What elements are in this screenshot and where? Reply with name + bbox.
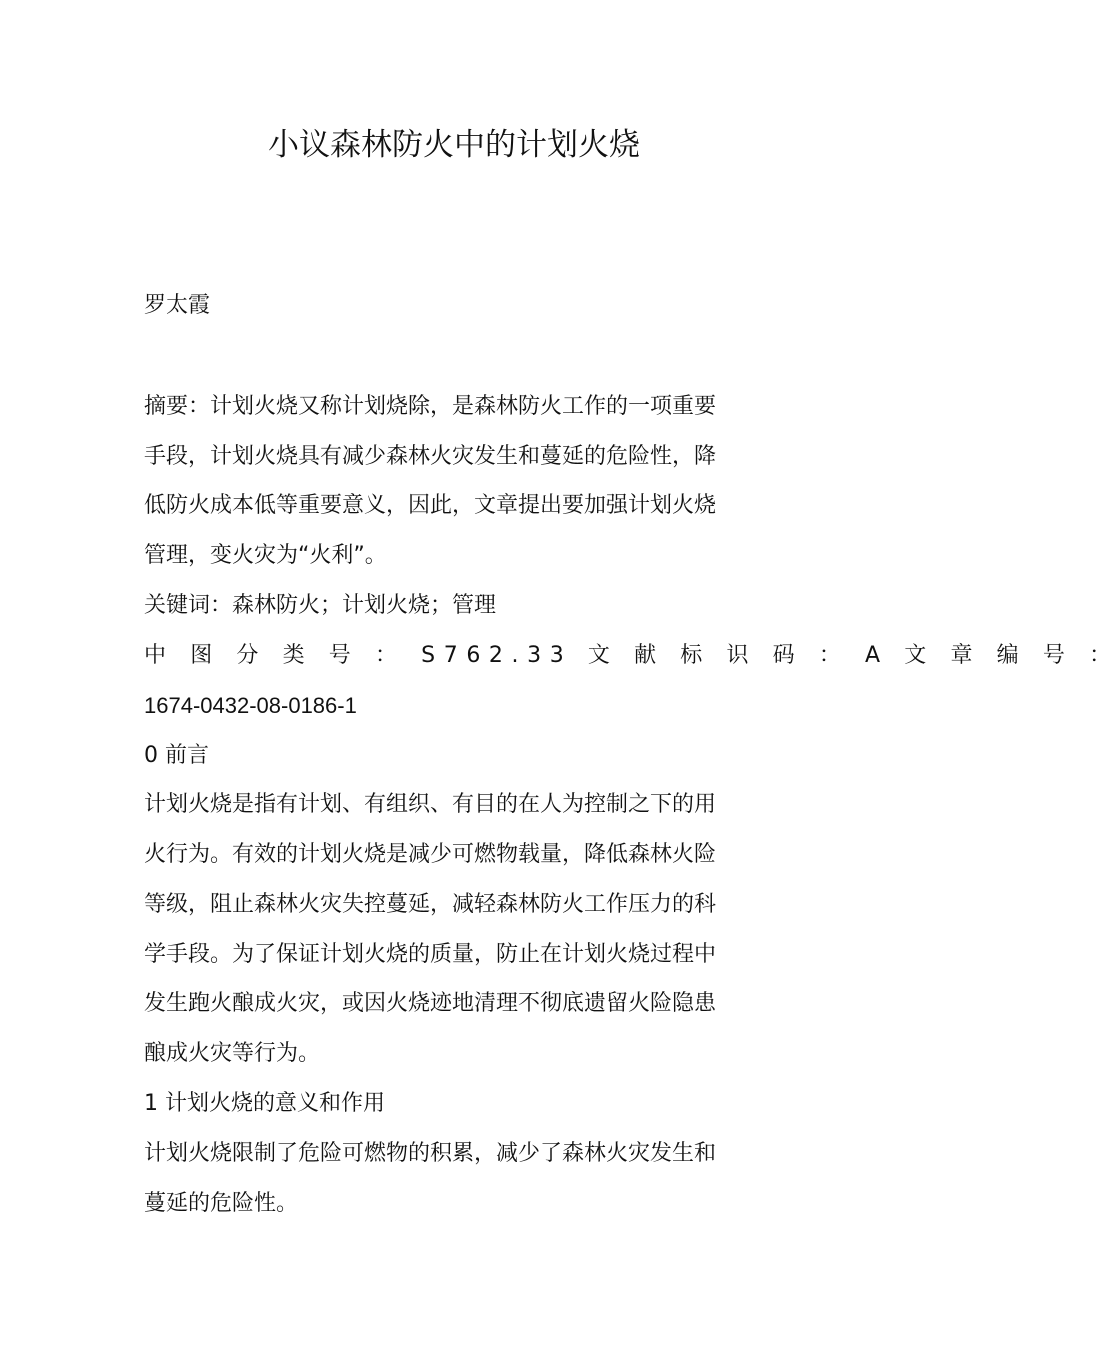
abstract-line: 手段，计划火烧具有减少森林火灾发生和蔓延的危险性，降 <box>144 444 717 469</box>
keywords-line: 关键词：森林防火；计划火烧；管理 <box>144 593 497 618</box>
section-heading: 0 前言 <box>144 743 209 768</box>
article-number: 1674-0432-08-0186-1 <box>144 693 357 718</box>
classification-line: 中 图 分 类 号 ： S762.33 文 献 标 识 码 ： A 文 章 编 号 ： <box>144 643 1120 668</box>
paragraph-line: 火行为。有效的计划火烧是减少可燃物载量，降低森林火险 <box>144 842 717 867</box>
section-heading: 1 计划火烧的意义和作用 <box>144 1091 385 1116</box>
paragraph-line: 计划火烧限制了危险可燃物的积累，减少了森林火灾发生和 <box>144 1141 717 1166</box>
author-name: 罗太霞 <box>144 293 211 318</box>
paragraph-line: 蔓延的危险性。 <box>144 1191 299 1216</box>
document-title: 小议森林防火中的计划火烧 <box>268 127 640 163</box>
paragraph-line: 酿成火灾等行为。 <box>144 1041 321 1066</box>
abstract-line: 摘要：计划火烧又称计划烧除，是森林防火工作的一项重要 <box>144 394 717 419</box>
abstract-line: 管理，变火灾为“火利”。 <box>144 543 387 568</box>
paragraph-line: 发生跑火酿成火灾，或因火烧迹地清理不彻底遗留火险隐患 <box>144 991 717 1016</box>
abstract-line: 低防火成本低等重要意义，因此，文章提出要加强计划火烧 <box>144 493 717 518</box>
paragraph-line: 等级，阻止森林火灾失控蔓延，减轻森林防火工作压力的科 <box>144 892 717 917</box>
paragraph-line: 计划火烧是指有计划、有组织、有目的在人为控制之下的用 <box>144 792 717 817</box>
paragraph-line: 学手段。为了保证计划火烧的质量，防止在计划火烧过程中 <box>144 942 717 967</box>
